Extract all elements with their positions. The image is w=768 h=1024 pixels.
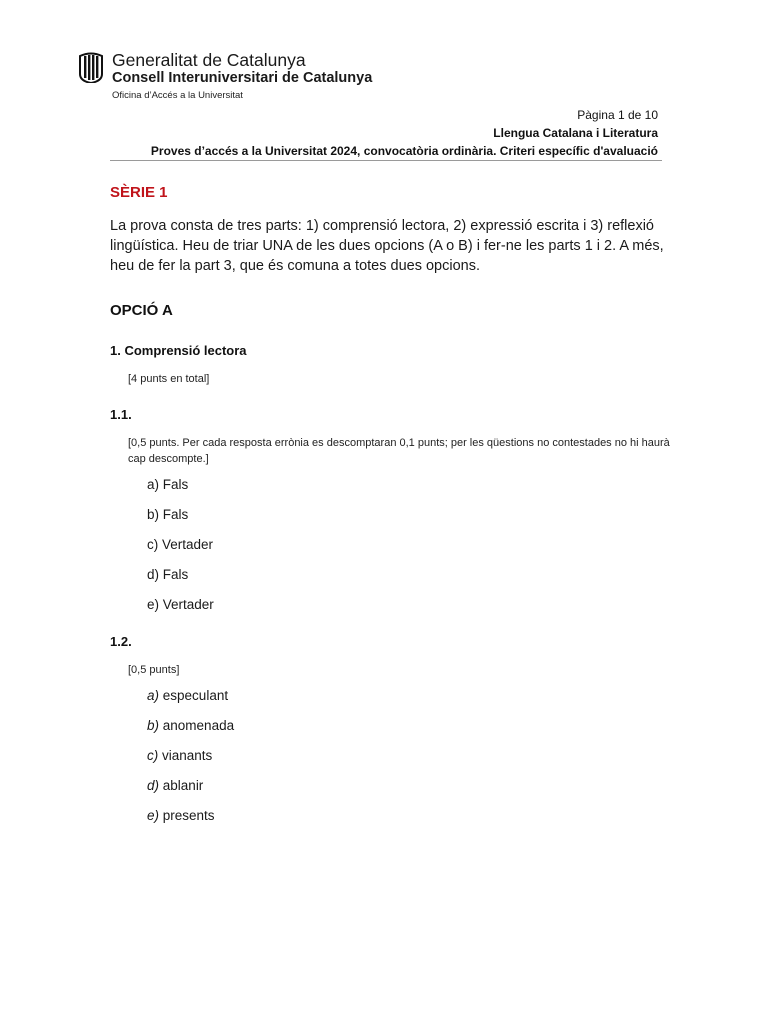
answer-text: ablanir [162,778,204,793]
answer-list [147,687,670,825]
answer-letter: d) [147,778,160,793]
generalitat-logo-icon [78,52,104,83]
answer-letter: b) [147,718,160,733]
list-item [147,687,670,705]
organization-block [112,50,372,103]
list-item [147,747,670,765]
list-item [147,717,670,735]
answer-letter: e) [147,808,160,823]
answer-text: vianants [162,748,213,763]
list-item: c) Vertader [147,537,214,552]
question-title: 1.1. [110,407,132,422]
subject-title: Llengua Catalana i Literatura [493,126,658,140]
council-name: Consell Interuniversitari de Catalunya [112,70,373,86]
answer-text: presents [162,808,215,823]
list-item: d) Fals [147,567,189,582]
section-title: 1. Comprensió lectora [110,343,247,358]
section-points-note: [4 punts en total] [128,373,210,385]
serie-title: SÈRIE 1 [110,184,168,201]
office-name: Oficina d’Accés a la Universitat [112,90,243,101]
question-title: 1.2. [110,634,132,649]
page-number: Pàgina 1 de 10 [577,108,658,122]
answer-letter: c) [147,748,159,763]
org-name: Generalitat de Catalunya [112,50,306,70]
list-item [147,777,670,795]
page-header [98,106,658,160]
list-item: b) Fals [147,507,189,522]
list-item: e) Vertader [147,597,214,612]
intro-paragraph: La prova consta de tres parts: 1) comprensió lectora, 2) expressió escrita i 3) reflexió lingüística. Heu de triar UNA de les dues opcions (A o B) i fer-ne les parts 1 i 2. A més, heu de fer la part 3, que és comuna a totes dues opcions. [110,218,664,274]
question-points-note: [0,5 punts] [128,664,180,676]
question-points-note: [0,5 punts. Per cada resposta errònia es descomptaran 0,1 punts; per les qüestions no contestades no hi haurà cap descompte.] [128,437,670,465]
answer-list [147,476,670,614]
header-divider [110,160,662,161]
answer-letter: a) [147,688,160,703]
answer-text: especulant [162,688,229,703]
option-title: OPCIÓ A [110,302,173,319]
list-item: a) Fals [147,477,189,492]
answer-text: anomenada [162,718,235,733]
list-item [147,807,670,825]
document-body [110,183,670,837]
exam-title: Proves d’accés a la Universitat 2024, convocatòria ordinària. Criteri específic d'avaluació [150,144,658,158]
